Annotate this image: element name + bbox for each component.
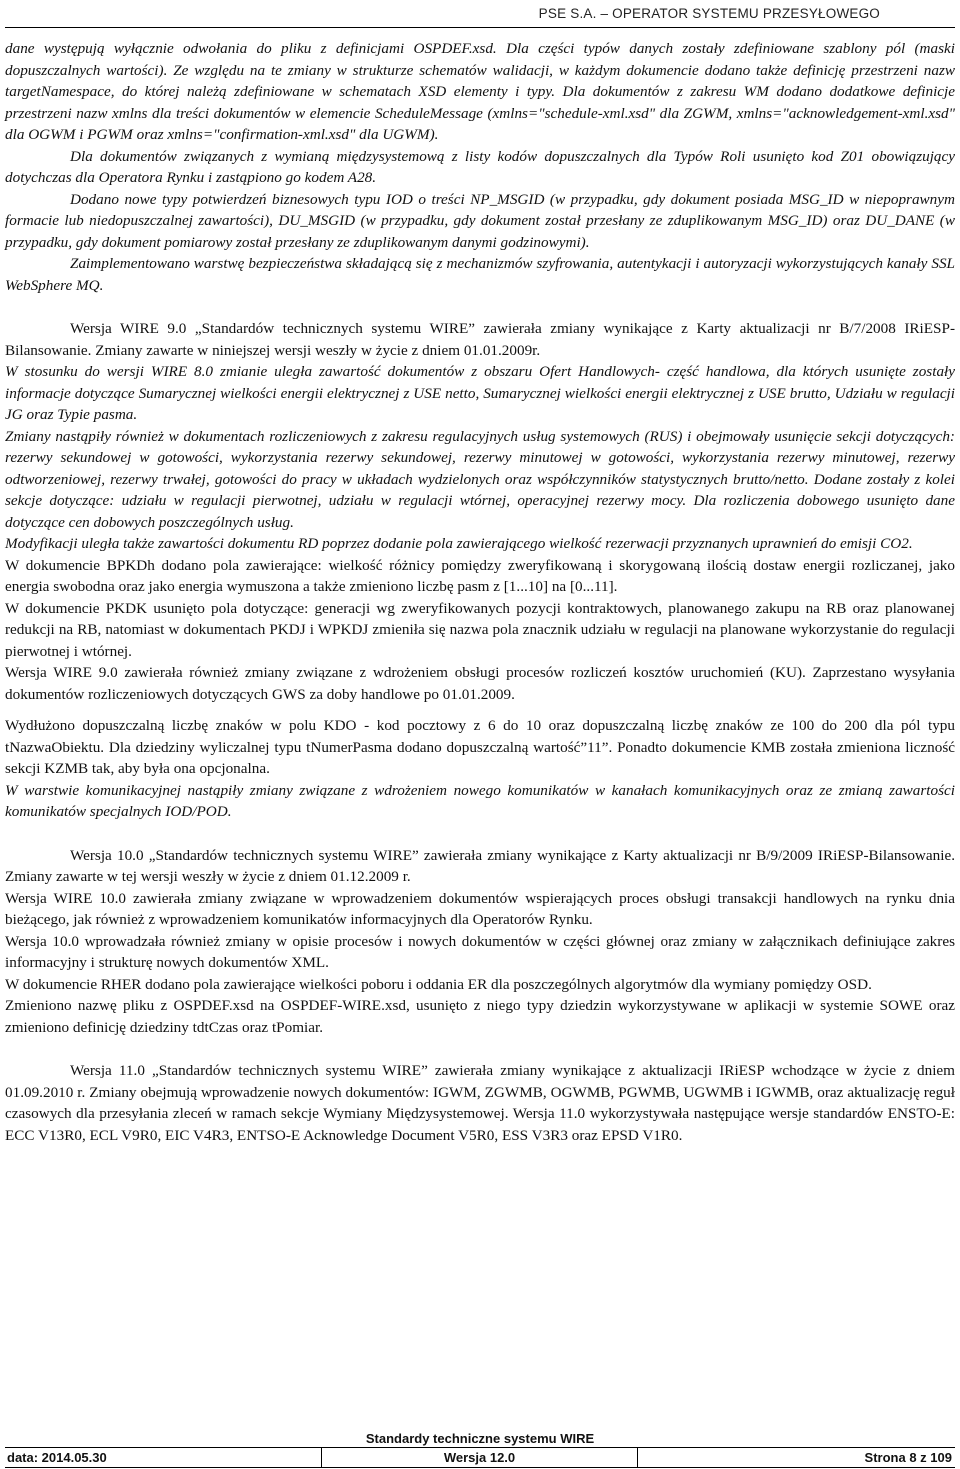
header-title: PSE S.A. – OPERATOR SYSTEMU PRZESYŁOWEGO xyxy=(538,6,880,21)
footer-page-number: Strona 8 z 109 xyxy=(637,1448,955,1467)
paragraph: Zmiany nastąpiły również w dokumentach rozliczeniowych z zakresu regulacyjnych usług systemowych (RUS) i obejmowały usunięcie sekcji dotyczących: rezerwy sekundowej w gotowości, wykorzystania rezerwy sekundowej, rezerwy minutowej w gotowości, wykorzystania rezerwy minutowej, rezerwy odtworzeniowej, rezerwy trwałej, gotowości do pracy w układach wydzielonych oraz współczynników statystycznych brutto/netto. Dodane zostały z kolei sekcje dotyczące: udziału w regulacji pierwotnej, udziału w regulacji wtórnej, operacyjnej rezerwy mocy. Dla rozliczenia dobowego usunięto dane dotyczące cen dobowych poszczególnych usług. xyxy=(5,427,955,531)
footer-info-row xyxy=(5,1447,955,1468)
paragraph: W warstwie komunikacyjnej nastąpiły zmiany związane z wdrożeniem nowego komunikatów w kanałach komunikacyjnych oraz ze zmianą zawartości komunikatów specjalnych IOD/POD. xyxy=(5,781,955,820)
footer-version: Wersja 12.0 xyxy=(443,1450,516,1465)
paragraph: W dokumencie PKDK usunięto pola dotyczące: generacji wg zweryfikowanych pozycji kontraktowych, planowanego zakupu na RB oraz planowanej redukcji na RB, natomiast w dokumentach PKDJ i WPKDJ zmieniła się nazwa pola znacznik udziału w regulacji na planowane wykorzystanie do regulacji pierwotnej i wtórnej. xyxy=(5,599,955,660)
paragraph: Wydłużono dopuszczalną liczbę znaków w polu KDO - kod pocztowy z 6 do 10 oraz dopuszczalną liczbę znaków ze 100 do 200 dla pól typu tNazwaObiektu. Dla dziedziny wyliczalnej typu tNumerPasma dodano dopuszczalną wartość”11”. Ponadto dokumencie KMB została zmieniona liczność sekcji KZMB tak, aby była ona opcjonalna. xyxy=(5,717,955,777)
paragraph: Zaimplementowano warstwę bezpieczeństwa składającą się z mechanizmów szyfrowania, autentykacji i autoryzacji wykorzystujących kanały SSL WebSphere MQ. xyxy=(5,255,955,294)
paragraph: dane występują wyłącznie odwołania do pliku z definicjami OSPDEF.xsd. Dla części typów danych zostały zdefiniowane szablony pól (maski dopuszczalnych wartości). Ze względu na te zmiany w strukturze schematów walidacji, w każdym dokumencie dodano także definicję przestrzeni nazw targetNamespace, do której należą zdefiniowane w schematach XSD elementy i typy. Dla dokumentów z zakresu WM dodano dodatkowe definicje przestrzeni nazw xmlns dla treści dokumentów w elemencie ScheduleMessage (xmlns="schedule-xml.xsd" dla ZGWM, xmlns="acknowledgement-xml.xsd" dla OGWM i PGWM oraz xmlns="confirmation-xml.xsd" dla UGWM). xyxy=(5,40,955,143)
paragraph: Wersja WIRE 10.0 zawierała zmiany związane w wprowadzeniem dokumentów wspierających proces obsługi transakcji handlowych na rynku dnia bieżącego, jak również z wprowadzeniem komunikatów informacyjnych dla Operatorów Rynku. xyxy=(5,889,955,928)
paragraph: Wersja 10.0 „Standardów technicznych systemu WIRE” zawierała zmiany wynikające z Karty aktualizacji nr B/9/2009 IRiESP-Bilansowanie. Zmiany zawarte w tej wersji weszły w życie z dniem 01.12.2009 r. xyxy=(5,846,955,885)
paragraph: Dodano nowe typy potwierdzeń biznesowych typu IOD o treści NP_MSGID (w przypadku, gdy dokument posiada MSG_ID w niepoprawnym formacie lub niedopuszczalnej zawartości), DU_MSGID (w przypadku, gdy dokument został przesłany ze zduplikowanym MSG_ID) oraz DU_DANE (w przypadku, gdy dokument pomiarowy został przesłany ze zduplikowanym danymi godzinowymi). xyxy=(5,190,955,251)
paragraph: Wersja WIRE 9.0 zawierała również zmiany związane z wdrożeniem obsługi procesów rozliczeń kosztów uruchomień (KU). Zaprzestano wysyłania dokumentów rozliczeniowych dotyczących GWS za doby handlowe po 01.01.2009. xyxy=(5,664,955,703)
paragraph: Wersja 11.0 „Standardów technicznych systemu WIRE” zawierała zmiany wynikające z aktualizacji IRiESP wchodzące w życie z dniem 01.09.2010 r. Zmiany obejmują wprowadzenie nowych dokumentów: IGWM, ZGWMB, OGWMB, PGWMB, UGWMB i IGWMB, oraz aktualizację reguł czasowych dla przesyłania zleceń w ramach sekcje Wymiany Międzysystemowej. Wersja 11.0 wykorzystywała następujące wersje standardów ENSTO-E: ECC V13R0, ECL V9R0, EIC V4R3, ENTSO-E Acknowledge Document V5R0, ESS V3R3 oraz EPSD V1R0. xyxy=(5,1062,955,1144)
document-body xyxy=(5,38,955,1146)
header-rule xyxy=(5,27,955,28)
paragraph: Wersja WIRE 9.0 „Standardów technicznych systemu WIRE” zawierała zmiany wynikające z Karty aktualizacji nr B/7/2008 IRiESP-Bilansowanie. Zmiany zawarte w niniejszej wersji weszły w życie z dniem 01.01.2009r. xyxy=(5,320,955,359)
paragraph: Dla dokumentów związanych z wymianą międzysystemową z listy kodów dopuszczalnych dla Typów Roli usunięto kod Z01 obowiązujący dotychczas dla Operatora Rynku i zastąpiono go kodem A28. xyxy=(5,147,955,186)
paragraph: W dokumencie RHER dodano pola zawierające wielkości poboru i oddania ER dla poszczególnych algorytmów dla wymiany pomiędzy OSD. xyxy=(5,975,872,993)
paragraph: Zmieniono nazwę pliku z OSPDEF.xsd na OSPDEF-WIRE.xsd, usunięto z niego typy dziedzin wykorzystywane w aplikacji w systemie SOWE oraz zmieniono definicję dziedziny tdtCzas oraz tPomiar. xyxy=(5,997,955,1036)
paragraph: Modyfikacji uległa także zawartości dokumentu RD poprzez dodanie pola zawierającego wielkość rezerwacji przyznanych uprawnień do emisji CO2. xyxy=(5,535,913,552)
footer-title: Standardy techniczne systemu WIRE xyxy=(365,1431,595,1446)
paragraph: W dokumencie BPKDh dodano pola zawierające: wielkość różnicy pomiędzy zweryfikowaną i skorygowaną ilością dostaw energii rozliczanej, jako energia swobodna oraz jako energia wymuszona a także zmieniono liczbę pasm z [1...10] na [0...11]. xyxy=(5,556,955,595)
paragraph: W stosunku do wersji WIRE 8.0 zmianie uległa zawartość dokumentów z obszaru Ofert Handlowych- część handlowa, dla których usunięte zostały informacje dotyczące Sumarycznej wielkości energii elektrycznej z USE netto, Sumarycznej wielkości energii elektrycznej z USE brutto, Udziału w regulacji JG oraz Typie pasma. xyxy=(5,363,955,423)
page-header xyxy=(0,0,960,34)
page-footer xyxy=(5,1430,955,1468)
paragraph: Wersja 10.0 wprowadzała również zmiany w opisie procesów i nowych dokumentów w części głównej oraz zmiany w załącznikach definiujące zakres informacyjny i strukturę nowych dokumentów XML. xyxy=(5,932,955,971)
footer-date: data: 2014.05.30 xyxy=(5,1448,322,1467)
